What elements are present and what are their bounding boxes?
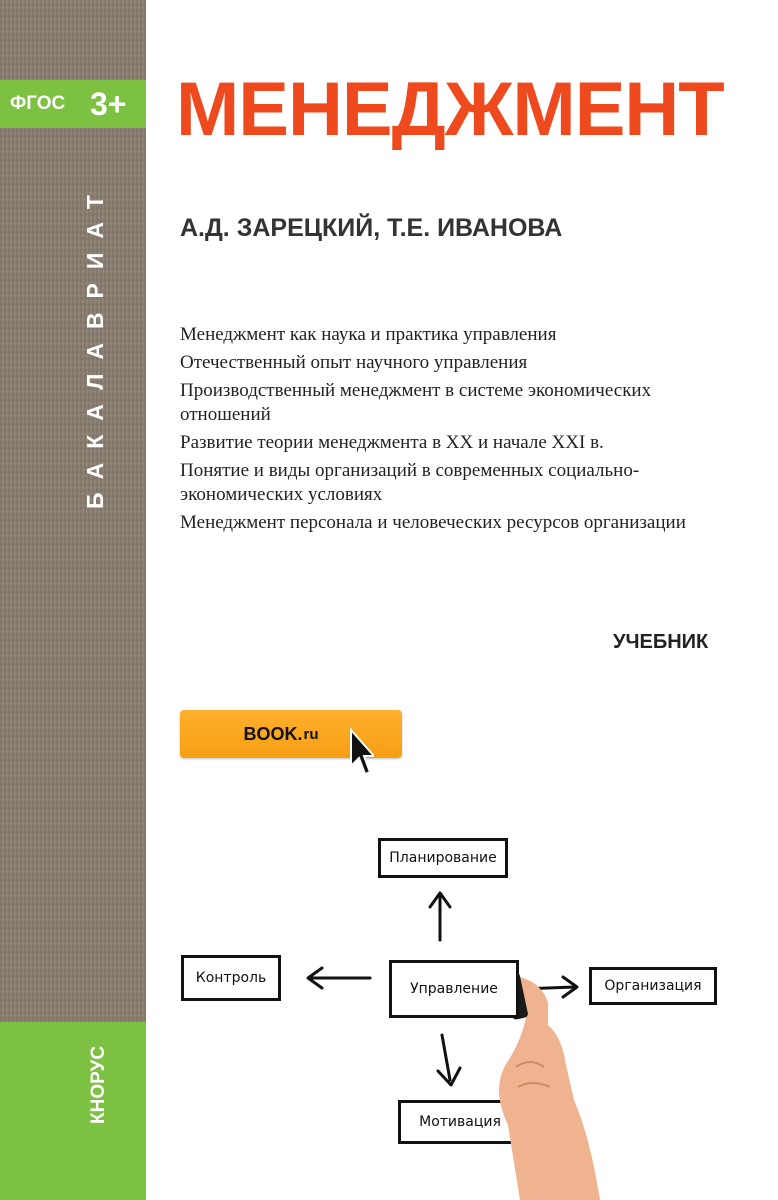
publisher-name: КНОРУС [88, 1045, 109, 1125]
book-ru-main: BOOK. [243, 723, 303, 744]
book-spine-band [0, 0, 146, 1200]
diagram-box-top: Планирование [378, 838, 508, 878]
fgos-badge [0, 80, 146, 128]
diagram-box-left: Контроль [181, 955, 281, 1001]
mouse-cursor-icon [348, 728, 374, 778]
topics-list [180, 323, 740, 539]
fgos-label: ФГОС [10, 93, 66, 114]
book-authors: А.Д. ЗАРЕЦКИЙ, Т.Е. ИВАНОВА [180, 214, 563, 242]
book-ru-suffix: ru [303, 725, 319, 743]
diagram-box-center: Управление [389, 960, 519, 1018]
document-type: УЧЕБНИК [613, 631, 709, 653]
topic-item: Развитие теории менеджмента в XX и начале XXI в. [180, 432, 604, 453]
topic-item: Менеджмент персонала и человеческих ресурсов организации [180, 512, 686, 533]
diagram-box-right: Организация [589, 967, 717, 1005]
fgos-version: 3+ [90, 86, 127, 122]
book-title: МЕНЕДЖМЕНТ [176, 67, 724, 152]
topic-item: Менеджмент как наука и практика управления [180, 324, 557, 345]
management-functions-diagram [170, 825, 730, 1200]
topic-item: Отечественный опыт научного управления [180, 352, 528, 373]
education-level: БАКАЛАВРИАТ [82, 181, 108, 509]
diagram-box-bottom: Мотивация [398, 1100, 522, 1144]
publisher-band [0, 1022, 146, 1200]
topic-item: Понятие и виды организаций в современных социально-экономических условиях [180, 460, 640, 505]
topic-item: Производственный менеджмент в системе экономических отношений [180, 380, 652, 425]
